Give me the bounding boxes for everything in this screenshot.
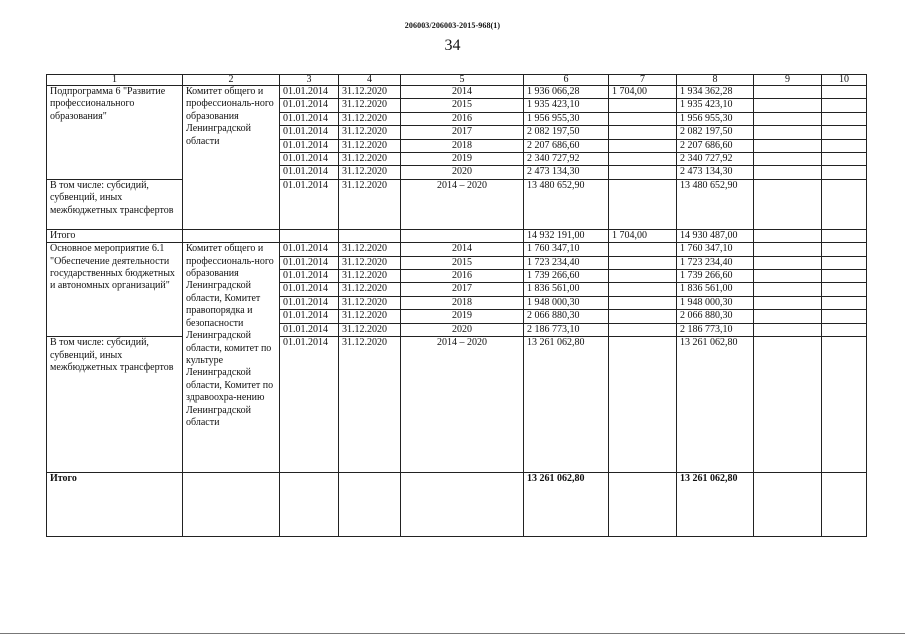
- column-8-cell: 1 948 000,30: [677, 296, 754, 309]
- itogo-label-cell: Итого: [47, 473, 183, 537]
- year-cell: [401, 229, 524, 242]
- column-7-cell: [609, 166, 677, 179]
- start-date-cell: 01.01.2014: [280, 283, 339, 296]
- column-7-cell: [609, 179, 677, 229]
- year-cell: 2019: [401, 153, 524, 166]
- column-7-cell: [609, 323, 677, 336]
- end-date-cell: [339, 229, 401, 242]
- executor-cell: Комитет общего и профессиональ-ного образования Ленинградской области, Комитет правопорядка и безопасности Ленинградской области, комитет по культуре Ленинградской области, Комитет по здравоохра-нению Ленинградской области: [183, 243, 280, 473]
- year-cell: [401, 473, 524, 537]
- column-10-cell: [822, 126, 867, 139]
- column-8-cell: 1 760 347,10: [677, 243, 754, 256]
- start-date-cell: [280, 473, 339, 537]
- total-amount-cell: 13 261 062,80: [524, 473, 609, 537]
- column-7-cell: [609, 139, 677, 152]
- column-9-cell: [754, 310, 822, 323]
- total-amount-cell: 1 739 266,60: [524, 270, 609, 283]
- year-cell: 2015: [401, 99, 524, 112]
- column-9-cell: [754, 270, 822, 283]
- total-amount-cell: 1 760 347,10: [524, 243, 609, 256]
- program-name-cell: Подпрограмма 6 "Развитие профессионального образования": [47, 86, 183, 180]
- start-date-cell: 01.01.2014: [280, 139, 339, 152]
- end-date-cell: 31.12.2020: [339, 112, 401, 125]
- end-date-cell: 31.12.2020: [339, 270, 401, 283]
- column-7-cell: [609, 310, 677, 323]
- start-date-cell: 01.01.2014: [280, 256, 339, 269]
- column-9-cell: [754, 473, 822, 537]
- column-8-cell: 1 836 561,00: [677, 283, 754, 296]
- column-8-cell: 2 207 686,60: [677, 139, 754, 152]
- year-cell: 2018: [401, 296, 524, 309]
- column-9-cell: [754, 153, 822, 166]
- total-amount-cell: 1 936 066,28: [524, 86, 609, 99]
- column-10-cell: [822, 283, 867, 296]
- column-7-cell: 1 704,00: [609, 229, 677, 242]
- column-10-cell: [822, 166, 867, 179]
- column-8-cell: 1 723 234,40: [677, 256, 754, 269]
- total-amount-cell: 1 836 561,00: [524, 283, 609, 296]
- column-10-cell: [822, 86, 867, 99]
- column-header: 8: [677, 75, 754, 86]
- year-range-cell: 2014 – 2020: [401, 179, 524, 229]
- column-9-cell: [754, 229, 822, 242]
- year-cell: 2016: [401, 112, 524, 125]
- column-header: 10: [822, 75, 867, 86]
- column-7-cell: [609, 473, 677, 537]
- column-header: 5: [401, 75, 524, 86]
- total-amount-cell: 2 186 773,10: [524, 323, 609, 336]
- column-10-cell: [822, 99, 867, 112]
- year-cell: 2018: [401, 139, 524, 152]
- total-amount-cell: 2 066 880,30: [524, 310, 609, 323]
- budget-table: [46, 74, 867, 537]
- start-date-cell: [280, 229, 339, 242]
- page-number: 34: [444, 37, 461, 54]
- total-amount-cell: 2 340 727,92: [524, 153, 609, 166]
- end-date-cell: 31.12.2020: [339, 86, 401, 99]
- end-date-cell: 31.12.2020: [339, 310, 401, 323]
- year-cell: 2014: [401, 243, 524, 256]
- column-7-cell: 1 704,00: [609, 86, 677, 99]
- column-7-cell: [609, 337, 677, 473]
- start-date-cell: 01.01.2014: [280, 112, 339, 125]
- column-9-cell: [754, 296, 822, 309]
- table-row: [47, 243, 867, 256]
- start-date-cell: 01.01.2014: [280, 323, 339, 336]
- total-amount-cell: 14 932 191,00: [524, 229, 609, 242]
- program-name-cell: Основное мероприятие 6.1 "Обеспечение деятельности государственных бюджетных и автономных организаций": [47, 243, 183, 337]
- column-7-cell: [609, 243, 677, 256]
- start-date-cell: 01.01.2014: [280, 337, 339, 473]
- end-date-cell: 31.12.2020: [339, 153, 401, 166]
- column-8-cell: 13 480 652,90: [677, 179, 754, 229]
- executor-cell: [183, 473, 280, 537]
- itogo-row: [47, 473, 867, 537]
- year-cell: 2014: [401, 86, 524, 99]
- column-10-cell: [822, 256, 867, 269]
- column-8-cell: 1 935 423,10: [677, 99, 754, 112]
- column-10-cell: [822, 296, 867, 309]
- column-7-cell: [609, 153, 677, 166]
- column-9-cell: [754, 337, 822, 473]
- total-amount-cell: 1 935 423,10: [524, 99, 609, 112]
- column-header: 2: [183, 75, 280, 86]
- total-amount-cell: 2 473 134,30: [524, 166, 609, 179]
- table-row: [47, 86, 867, 99]
- column-9-cell: [754, 243, 822, 256]
- total-amount-cell: 1 956 955,30: [524, 112, 609, 125]
- start-date-cell: 01.01.2014: [280, 243, 339, 256]
- column-8-cell: 2 186 773,10: [677, 323, 754, 336]
- start-date-cell: 01.01.2014: [280, 126, 339, 139]
- total-amount-cell: 13 261 062,80: [524, 337, 609, 473]
- column-header: 4: [339, 75, 401, 86]
- column-10-cell: [822, 229, 867, 242]
- column-9-cell: [754, 112, 822, 125]
- column-8-cell: 2 082 197,50: [677, 126, 754, 139]
- column-10-cell: [822, 112, 867, 125]
- start-date-cell: 01.01.2014: [280, 166, 339, 179]
- total-amount-cell: 2 082 197,50: [524, 126, 609, 139]
- column-10-cell: [822, 473, 867, 537]
- itogo-label-cell: Итого: [47, 229, 183, 242]
- end-date-cell: 31.12.2020: [339, 337, 401, 473]
- column-9-cell: [754, 256, 822, 269]
- year-cell: 2019: [401, 310, 524, 323]
- document-code: 206003/206003-2015-968(1): [404, 21, 501, 30]
- column-10-cell: [822, 139, 867, 152]
- column-7-cell: [609, 99, 677, 112]
- column-9-cell: [754, 86, 822, 99]
- column-10-cell: [822, 153, 867, 166]
- column-10-cell: [822, 323, 867, 336]
- column-7-cell: [609, 296, 677, 309]
- column-9-cell: [754, 179, 822, 229]
- column-10-cell: [822, 179, 867, 229]
- end-date-cell: 31.12.2020: [339, 99, 401, 112]
- column-header: 9: [754, 75, 822, 86]
- column-10-cell: [822, 270, 867, 283]
- total-amount-cell: 1 948 000,30: [524, 296, 609, 309]
- column-8-cell: 2 473 134,30: [677, 166, 754, 179]
- subsidy-label-cell: В том числе: субсидий, субвенций, иных межбюджетных трансфертов: [47, 179, 183, 229]
- end-date-cell: 31.12.2020: [339, 256, 401, 269]
- total-amount-cell: 13 480 652,90: [524, 179, 609, 229]
- start-date-cell: 01.01.2014: [280, 153, 339, 166]
- column-7-cell: [609, 256, 677, 269]
- column-8-cell: 13 261 062,80: [677, 473, 754, 537]
- executor-cell: [183, 229, 280, 242]
- year-cell: 2020: [401, 323, 524, 336]
- column-10-cell: [822, 337, 867, 473]
- subsidy-row: [47, 337, 867, 473]
- column-header: 1: [47, 75, 183, 86]
- end-date-cell: 31.12.2020: [339, 296, 401, 309]
- column-9-cell: [754, 99, 822, 112]
- start-date-cell: 01.01.2014: [280, 99, 339, 112]
- year-cell: 2017: [401, 126, 524, 139]
- end-date-cell: 31.12.2020: [339, 323, 401, 336]
- header-row: [47, 75, 867, 86]
- column-8-cell: 13 261 062,80: [677, 337, 754, 473]
- column-8-cell: 14 930 487,00: [677, 229, 754, 242]
- subsidy-row: [47, 179, 867, 229]
- total-amount-cell: 2 207 686,60: [524, 139, 609, 152]
- start-date-cell: 01.01.2014: [280, 179, 339, 229]
- year-cell: 2016: [401, 270, 524, 283]
- column-9-cell: [754, 166, 822, 179]
- column-9-cell: [754, 323, 822, 336]
- year-cell: 2020: [401, 166, 524, 179]
- column-7-cell: [609, 283, 677, 296]
- column-8-cell: 1 934 362,28: [677, 86, 754, 99]
- column-header: 3: [280, 75, 339, 86]
- page-bottom-rule: [0, 633, 905, 634]
- column-header: 7: [609, 75, 677, 86]
- column-9-cell: [754, 126, 822, 139]
- end-date-cell: 31.12.2020: [339, 126, 401, 139]
- year-cell: 2017: [401, 283, 524, 296]
- start-date-cell: 01.01.2014: [280, 296, 339, 309]
- end-date-cell: 31.12.2020: [339, 243, 401, 256]
- column-8-cell: 1 739 266,60: [677, 270, 754, 283]
- column-7-cell: [609, 270, 677, 283]
- subsidy-label-cell: В том числе: субсидий, субвенций, иных межбюджетных трансфертов: [47, 337, 183, 473]
- end-date-cell: 31.12.2020: [339, 139, 401, 152]
- column-9-cell: [754, 283, 822, 296]
- year-range-cell: 2014 – 2020: [401, 337, 524, 473]
- start-date-cell: 01.01.2014: [280, 310, 339, 323]
- year-cell: 2015: [401, 256, 524, 269]
- itogo-row: [47, 229, 867, 242]
- column-10-cell: [822, 310, 867, 323]
- end-date-cell: 31.12.2020: [339, 166, 401, 179]
- column-7-cell: [609, 112, 677, 125]
- column-8-cell: 2 066 880,30: [677, 310, 754, 323]
- column-8-cell: 2 340 727,92: [677, 153, 754, 166]
- column-10-cell: [822, 243, 867, 256]
- executor-cell: Комитет общего и профессиональ-ного образования Ленинградской области: [183, 86, 280, 230]
- column-7-cell: [609, 126, 677, 139]
- end-date-cell: 31.12.2020: [339, 179, 401, 229]
- end-date-cell: [339, 473, 401, 537]
- start-date-cell: 01.01.2014: [280, 86, 339, 99]
- end-date-cell: 31.12.2020: [339, 283, 401, 296]
- column-9-cell: [754, 139, 822, 152]
- column-8-cell: 1 956 955,30: [677, 112, 754, 125]
- column-header: 6: [524, 75, 609, 86]
- total-amount-cell: 1 723 234,40: [524, 256, 609, 269]
- start-date-cell: 01.01.2014: [280, 270, 339, 283]
